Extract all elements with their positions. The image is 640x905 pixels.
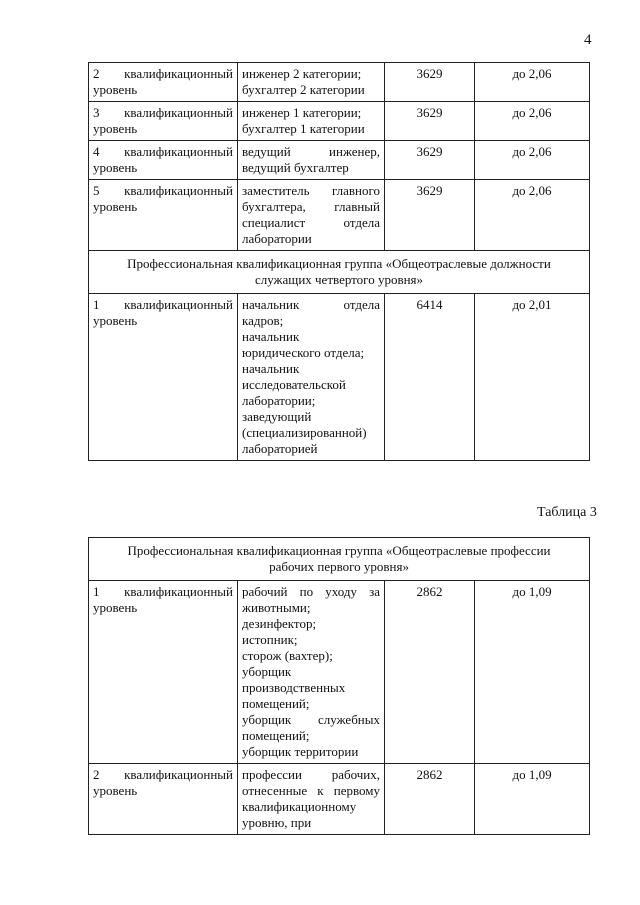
- position-item: начальник юридического отдела;: [242, 329, 365, 360]
- position-item: заведующий (специализированной) лабораторией: [242, 409, 367, 456]
- position-item: рабочий по уходу за животными;: [242, 584, 380, 615]
- position-item: уборщик территории: [242, 744, 359, 759]
- group-title: Профессиональная квалификационная группа «Общеотраслевые профессии рабочих первого уровня»: [89, 538, 590, 581]
- table-row: [89, 63, 590, 102]
- position-item: уборщик служебных помещений;: [242, 712, 380, 743]
- position-item: ведущий инженер, ведущий бухгалтер: [242, 144, 380, 175]
- table-row: [89, 294, 590, 461]
- position-item: начальник отдела кадров;: [242, 297, 380, 328]
- position-item: истопник;: [242, 632, 298, 647]
- table-row: [89, 581, 590, 764]
- salary-table-2-body: [89, 63, 590, 461]
- salary-cell: 3629: [385, 180, 475, 251]
- table-row: [89, 180, 590, 251]
- salary-table-2: [88, 62, 590, 461]
- qualification-level-cell: 5 квалификационный уровень: [89, 180, 238, 251]
- positions-cell: [238, 102, 385, 141]
- salary-cell: 2862: [385, 581, 475, 764]
- table-row: [89, 141, 590, 180]
- qualification-level-cell: 2 квалификационный уровень: [89, 764, 238, 835]
- salary-cell: 3629: [385, 141, 475, 180]
- page-number: 4: [584, 32, 592, 48]
- coefficient-cell: до 2,06: [475, 141, 590, 180]
- table-row: [89, 764, 590, 835]
- group-header-row: [89, 538, 590, 581]
- table-row: [89, 102, 590, 141]
- coefficient-cell: до 2,06: [475, 102, 590, 141]
- table-caption: Таблица 3: [537, 505, 597, 520]
- position-item: заместитель главного бухгалтера, главный специалист отдела лаборатории: [242, 183, 380, 246]
- position-item: бухгалтер 1 категории: [242, 121, 365, 136]
- position-item: сторож (вахтер);: [242, 648, 333, 663]
- salary-cell: 2862: [385, 764, 475, 835]
- qualification-level-cell: 4 квалификационный уровень: [89, 141, 238, 180]
- salary-table-3: [88, 537, 590, 835]
- salary-table-3-body: [89, 538, 590, 835]
- positions-cell: [238, 764, 385, 835]
- group-title: Профессиональная квалификационная группа «Общеотраслевые должности служащих четвертого уровня»: [89, 251, 590, 294]
- positions-cell: [238, 63, 385, 102]
- position-item: начальник исследовательской лаборатории;: [242, 361, 346, 408]
- coefficient-cell: до 2,01: [475, 294, 590, 461]
- position-item: уборщик производственных помещений;: [242, 664, 346, 711]
- coefficient-cell: до 1,09: [475, 581, 590, 764]
- positions-cell: [238, 581, 385, 764]
- coefficient-cell: до 2,06: [475, 63, 590, 102]
- salary-cell: 3629: [385, 102, 475, 141]
- position-item: дезинфектор;: [242, 616, 317, 631]
- qualification-level-cell: 1 квалификационный уровень: [89, 581, 238, 764]
- position-item: бухгалтер 2 категории: [242, 82, 365, 97]
- coefficient-cell: до 2,06: [475, 180, 590, 251]
- qualification-level-cell: 2 квалификационный уровень: [89, 63, 238, 102]
- positions-cell: [238, 294, 385, 461]
- group-header-row: [89, 251, 590, 294]
- position-item: инженер 2 категории;: [242, 66, 362, 81]
- position-item: профессии рабочих, отнесенные к первому квалификационному уровню, при: [242, 767, 380, 830]
- positions-cell: [238, 141, 385, 180]
- positions-cell: [238, 180, 385, 251]
- position-item: инженер 1 категории;: [242, 105, 362, 120]
- qualification-level-cell: 3 квалификационный уровень: [89, 102, 238, 141]
- qualification-level-cell: 1 квалификационный уровень: [89, 294, 238, 461]
- salary-cell: 3629: [385, 63, 475, 102]
- coefficient-cell: до 1,09: [475, 764, 590, 835]
- salary-cell: 6414: [385, 294, 475, 461]
